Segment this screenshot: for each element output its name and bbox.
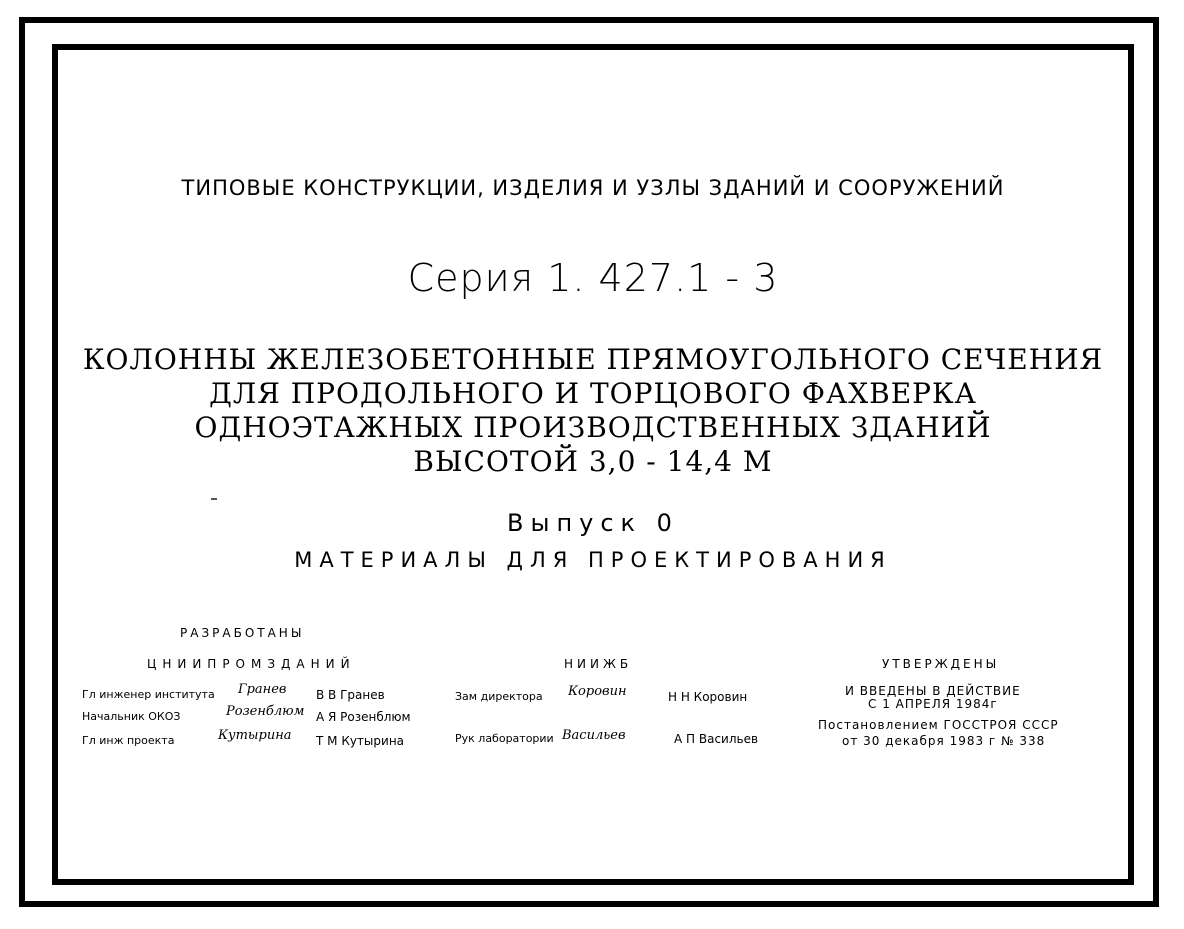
person-name: Т М Кутырина: [316, 734, 405, 748]
header-text: ТИПОВЫЕ КОНСТРУКЦИИ, ИЗДЕЛИЯ И УЗЛЫ ЗДАНИЙ И СООРУЖЕНИЙ: [181, 176, 1005, 200]
person-role: Гл инж проекта: [82, 734, 175, 747]
niizhb-org: НИИЖБ: [564, 657, 633, 671]
developed-heading: РАЗРАБОТАНЫ: [180, 626, 305, 640]
approved-line-3: Постановлением ГОССТРОЯ СССР: [818, 718, 1059, 732]
person-role: Начальник ОКОЗ: [82, 710, 181, 723]
approved-line-4: от 30 декабря 1983 г № 338: [842, 734, 1046, 748]
person-role: Зам директора: [455, 690, 543, 703]
approved-line-2: С 1 АПРЕЛЯ 1984г: [868, 697, 998, 711]
issue-label: Выпуск 0: [507, 509, 679, 537]
person-name: Н Н Коровин: [668, 690, 748, 704]
signature: Кутырина: [218, 728, 292, 743]
series-number: Серия 1. 427.1 - 3: [407, 256, 779, 300]
signature: Коровин: [568, 684, 627, 699]
title-line-4: ВЫСОТОЙ 3,0 - 14,4 М: [413, 445, 773, 478]
person-name: В В Гранев: [316, 688, 385, 702]
signature: Розенблюм: [226, 704, 305, 719]
title-line-1: КОЛОННЫ ЖЕЛЕЗОБЕТОННЫЕ ПРЯМОУГОЛЬНОГО СЕЧЕНИЯ: [82, 343, 1104, 376]
approved-line-1: И ВВЕДЕНЫ В ДЕЙСТВИЕ: [845, 684, 1021, 698]
title-line-3: ОДНОЭТАЖНЫХ ПРОИЗВОДСТВЕННЫХ ЗДАНИЙ: [194, 411, 992, 444]
person-name: А Я Розенблюм: [316, 710, 411, 724]
title-line-2: ДЛЯ ПРОДОЛЬНОГО И ТОРЦОВОГО ФАХВЕРКА: [209, 377, 977, 410]
document-title: [52, 343, 1134, 479]
stray-mark: [211, 498, 217, 500]
signature: Гранев: [238, 682, 287, 697]
person-name: А П Васильев: [674, 732, 759, 746]
materials-label: МАТЕРИАЛЫ ДЛЯ ПРОЕКТИРОВАНИЯ: [294, 548, 892, 572]
approved-heading: УТВЕРЖДЕНЫ: [882, 657, 1000, 671]
person-role: Рук лаборатории: [455, 732, 554, 745]
signature: Васильев: [562, 728, 626, 743]
developer-org: ЦНИИПРОМЗДАНИЙ: [147, 657, 356, 671]
person-role: Гл инженер института: [82, 688, 215, 701]
